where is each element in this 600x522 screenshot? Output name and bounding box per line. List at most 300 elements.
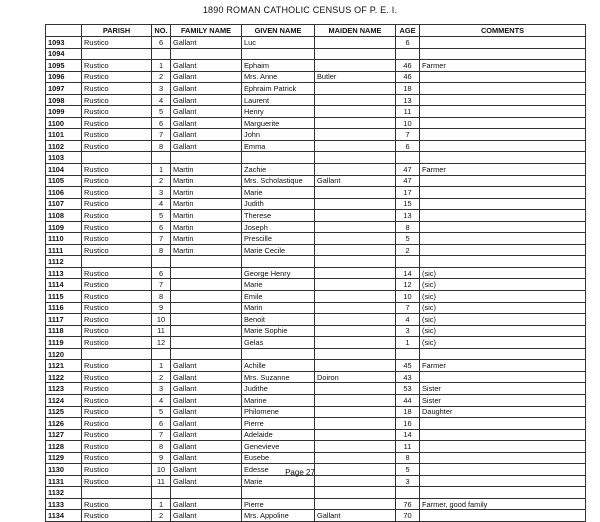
cell-family-name bbox=[171, 337, 242, 349]
cell-age bbox=[396, 348, 420, 360]
cell-given-name: Marie bbox=[242, 187, 315, 199]
cell-given-name: Marguerite bbox=[242, 117, 315, 129]
cell-family-name: Martin bbox=[171, 244, 242, 256]
cell-parish: Rustico bbox=[82, 452, 152, 464]
cell-given-name: Marie Cecile bbox=[242, 244, 315, 256]
cell-age: 76 bbox=[396, 498, 420, 510]
cell-family-name bbox=[171, 256, 242, 268]
cell-given-name: Marie bbox=[242, 279, 315, 291]
cell-no: 2 bbox=[152, 175, 171, 187]
table-row bbox=[46, 475, 586, 487]
cell-age: 44 bbox=[396, 394, 420, 406]
cell-given-name: Henry bbox=[242, 106, 315, 118]
cell-family-name bbox=[171, 302, 242, 314]
cell-age: 5 bbox=[396, 464, 420, 476]
cell-parish: Rustico bbox=[82, 314, 152, 326]
cell-comments bbox=[420, 487, 586, 499]
cell-given-name bbox=[242, 152, 315, 164]
cell-family-name: Martin bbox=[171, 233, 242, 245]
cell-maiden-name bbox=[315, 48, 396, 60]
cell-maiden-name: Doiron bbox=[315, 371, 396, 383]
cell-age bbox=[396, 152, 420, 164]
cell-no: 2 bbox=[152, 371, 171, 383]
cell-age: 47 bbox=[396, 164, 420, 176]
cell-given-name bbox=[242, 487, 315, 499]
cell-no: 7 bbox=[152, 279, 171, 291]
cell-entry-number: 1111 bbox=[46, 244, 82, 256]
cell-given-name: Pierre bbox=[242, 418, 315, 430]
cell-no: 10 bbox=[152, 314, 171, 326]
cell-family-name: Gallant bbox=[171, 83, 242, 95]
cell-maiden-name bbox=[315, 475, 396, 487]
cell-comments: (sic) bbox=[420, 325, 586, 337]
table-row bbox=[46, 383, 586, 395]
cell-maiden-name bbox=[315, 221, 396, 233]
cell-comments bbox=[420, 244, 586, 256]
cell-parish: Rustico bbox=[82, 198, 152, 210]
cell-maiden-name bbox=[315, 394, 396, 406]
cell-parish: Rustico bbox=[82, 71, 152, 83]
cell-age: 15 bbox=[396, 198, 420, 210]
cell-given-name bbox=[242, 256, 315, 268]
cell-maiden-name bbox=[315, 106, 396, 118]
cell-maiden-name bbox=[315, 314, 396, 326]
cell-no: 7 bbox=[152, 233, 171, 245]
cell-entry-number: 1128 bbox=[46, 441, 82, 453]
cell-comments: (sic) bbox=[420, 302, 586, 314]
cell-comments bbox=[420, 140, 586, 152]
cell-parish: Rustico bbox=[82, 83, 152, 95]
cell-age: 47 bbox=[396, 175, 420, 187]
table-row bbox=[46, 221, 586, 233]
cell-entry-number: 1132 bbox=[46, 487, 82, 499]
cell-entry-number: 1104 bbox=[46, 164, 82, 176]
cell-given-name: Edesse bbox=[242, 464, 315, 476]
cell-comments: (sic) bbox=[420, 267, 586, 279]
cell-comments bbox=[420, 152, 586, 164]
table-row bbox=[46, 198, 586, 210]
cell-maiden-name bbox=[315, 441, 396, 453]
cell-entry-number: 1112 bbox=[46, 256, 82, 268]
cell-no: 11 bbox=[152, 325, 171, 337]
cell-entry-number: 1105 bbox=[46, 175, 82, 187]
cell-family-name: Martin bbox=[171, 175, 242, 187]
cell-maiden-name bbox=[315, 291, 396, 303]
cell-maiden-name bbox=[315, 348, 396, 360]
table-row bbox=[46, 406, 586, 418]
cell-maiden-name bbox=[315, 140, 396, 152]
cell-given-name: Joseph bbox=[242, 221, 315, 233]
table-row bbox=[46, 244, 586, 256]
cell-family-name: Gallant bbox=[171, 394, 242, 406]
cell-given-name: George Henry bbox=[242, 267, 315, 279]
cell-entry-number: 1115 bbox=[46, 291, 82, 303]
cell-maiden-name bbox=[315, 164, 396, 176]
cell-maiden-name bbox=[315, 279, 396, 291]
cell-family-name bbox=[171, 267, 242, 279]
cell-no: 4 bbox=[152, 198, 171, 210]
cell-comments: Farmer bbox=[420, 164, 586, 176]
table-row bbox=[46, 71, 586, 83]
cell-comments bbox=[420, 475, 586, 487]
cell-entry-number: 1100 bbox=[46, 117, 82, 129]
cell-age: 53 bbox=[396, 383, 420, 395]
cell-family-name: Martin bbox=[171, 210, 242, 222]
cell-entry-number: 1121 bbox=[46, 360, 82, 372]
cell-given-name: Emile bbox=[242, 291, 315, 303]
cell-age: 13 bbox=[396, 210, 420, 222]
cell-comments bbox=[420, 233, 586, 245]
cell-entry-number: 1124 bbox=[46, 394, 82, 406]
cell-comments bbox=[420, 221, 586, 233]
cell-no: 1 bbox=[152, 360, 171, 372]
cell-no: 6 bbox=[152, 37, 171, 49]
cell-maiden-name bbox=[315, 256, 396, 268]
cell-entry-number: 1120 bbox=[46, 348, 82, 360]
cell-given-name: Achille bbox=[242, 360, 315, 372]
table-row bbox=[46, 291, 586, 303]
cell-parish: Rustico bbox=[82, 279, 152, 291]
cell-family-name: Martin bbox=[171, 221, 242, 233]
cell-given-name: Adelaide bbox=[242, 429, 315, 441]
table-row bbox=[46, 325, 586, 337]
table-row bbox=[46, 267, 586, 279]
col-header-comments: COMMENTS bbox=[420, 25, 586, 37]
table-row bbox=[46, 441, 586, 453]
cell-comments: (sic) bbox=[420, 279, 586, 291]
cell-no: 10 bbox=[152, 464, 171, 476]
table-row bbox=[46, 233, 586, 245]
cell-no: 6 bbox=[152, 117, 171, 129]
cell-parish bbox=[82, 256, 152, 268]
page-number: Page 27 bbox=[285, 468, 315, 477]
cell-entry-number: 1122 bbox=[46, 371, 82, 383]
cell-entry-number: 1109 bbox=[46, 221, 82, 233]
cell-maiden-name: Gallant bbox=[315, 175, 396, 187]
cell-no: 12 bbox=[152, 337, 171, 349]
cell-comments bbox=[420, 429, 586, 441]
cell-entry-number: 1110 bbox=[46, 233, 82, 245]
cell-entry-number: 1107 bbox=[46, 198, 82, 210]
cell-entry-number: 1123 bbox=[46, 383, 82, 395]
cell-no: 7 bbox=[152, 429, 171, 441]
cell-given-name: Philomene bbox=[242, 406, 315, 418]
cell-parish: Rustico bbox=[82, 406, 152, 418]
cell-no bbox=[152, 487, 171, 499]
cell-comments: (sic) bbox=[420, 337, 586, 349]
cell-age: 8 bbox=[396, 452, 420, 464]
header-row bbox=[46, 25, 586, 37]
table-row bbox=[46, 394, 586, 406]
table-row bbox=[46, 429, 586, 441]
cell-age: 17 bbox=[396, 187, 420, 199]
table-row bbox=[46, 129, 586, 141]
cell-parish: Rustico bbox=[82, 498, 152, 510]
cell-comments bbox=[420, 210, 586, 222]
cell-family-name: Gallant bbox=[171, 418, 242, 430]
cell-entry-number: 1108 bbox=[46, 210, 82, 222]
cell-maiden-name bbox=[315, 452, 396, 464]
cell-no: 3 bbox=[152, 383, 171, 395]
cell-comments bbox=[420, 371, 586, 383]
cell-comments: Farmer bbox=[420, 360, 586, 372]
cell-comments bbox=[420, 198, 586, 210]
cell-comments bbox=[420, 37, 586, 49]
cell-comments bbox=[420, 175, 586, 187]
cell-age: 3 bbox=[396, 325, 420, 337]
cell-no: 5 bbox=[152, 210, 171, 222]
cell-given-name: John bbox=[242, 129, 315, 141]
cell-maiden-name bbox=[315, 325, 396, 337]
cell-maiden-name bbox=[315, 267, 396, 279]
cell-age: 18 bbox=[396, 406, 420, 418]
cell-maiden-name bbox=[315, 152, 396, 164]
cell-entry-number: 1106 bbox=[46, 187, 82, 199]
cell-age: 4 bbox=[396, 314, 420, 326]
cell-parish: Rustico bbox=[82, 371, 152, 383]
cell-age: 18 bbox=[396, 83, 420, 95]
cell-age: 3 bbox=[396, 475, 420, 487]
cell-parish: Rustico bbox=[82, 291, 152, 303]
cell-age: 14 bbox=[396, 429, 420, 441]
cell-parish bbox=[82, 48, 152, 60]
cell-parish: Rustico bbox=[82, 233, 152, 245]
cell-comments bbox=[420, 94, 586, 106]
cell-no: 3 bbox=[152, 187, 171, 199]
cell-age: 5 bbox=[396, 233, 420, 245]
cell-comments bbox=[420, 441, 586, 453]
cell-no bbox=[152, 152, 171, 164]
cell-parish bbox=[82, 487, 152, 499]
cell-entry-number: 1093 bbox=[46, 37, 82, 49]
cell-family-name: Gallant bbox=[171, 441, 242, 453]
cell-maiden-name bbox=[315, 83, 396, 95]
cell-age: 43 bbox=[396, 371, 420, 383]
cell-parish: Rustico bbox=[82, 244, 152, 256]
cell-parish: Rustico bbox=[82, 510, 152, 522]
cell-age bbox=[396, 48, 420, 60]
cell-given-name: Benoit bbox=[242, 314, 315, 326]
cell-comments: Daughter bbox=[420, 406, 586, 418]
cell-maiden-name bbox=[315, 117, 396, 129]
cell-family-name: Gallant bbox=[171, 129, 242, 141]
table-row bbox=[46, 164, 586, 176]
cell-age: 46 bbox=[396, 71, 420, 83]
table-row bbox=[46, 418, 586, 430]
cell-parish: Rustico bbox=[82, 394, 152, 406]
table-row bbox=[46, 152, 586, 164]
cell-maiden-name bbox=[315, 244, 396, 256]
cell-parish: Rustico bbox=[82, 106, 152, 118]
cell-maiden-name bbox=[315, 418, 396, 430]
cell-no: 6 bbox=[152, 267, 171, 279]
cell-comments: Sister bbox=[420, 383, 586, 395]
table-row bbox=[46, 510, 586, 522]
cell-comments bbox=[420, 256, 586, 268]
cell-age: 45 bbox=[396, 360, 420, 372]
cell-maiden-name bbox=[315, 129, 396, 141]
cell-age: 7 bbox=[396, 129, 420, 141]
cell-parish: Rustico bbox=[82, 325, 152, 337]
cell-maiden-name: Butler bbox=[315, 71, 396, 83]
cell-entry-number: 1099 bbox=[46, 106, 82, 118]
cell-family-name bbox=[171, 314, 242, 326]
cell-entry-number: 1133 bbox=[46, 498, 82, 510]
cell-no: 11 bbox=[152, 475, 171, 487]
cell-entry-number: 1114 bbox=[46, 279, 82, 291]
cell-age: 11 bbox=[396, 106, 420, 118]
cell-no: 4 bbox=[152, 94, 171, 106]
table-row bbox=[46, 210, 586, 222]
cell-no: 3 bbox=[152, 83, 171, 95]
cell-family-name: Gallant bbox=[171, 140, 242, 152]
cell-maiden-name bbox=[315, 487, 396, 499]
cell-entry-number: 1125 bbox=[46, 406, 82, 418]
cell-comments: Farmer bbox=[420, 60, 586, 72]
col-header-age: AGE bbox=[396, 25, 420, 37]
cell-maiden-name bbox=[315, 233, 396, 245]
cell-maiden-name bbox=[315, 94, 396, 106]
table-row bbox=[46, 498, 586, 510]
table-row bbox=[46, 371, 586, 383]
cell-age: 46 bbox=[396, 60, 420, 72]
cell-maiden-name bbox=[315, 187, 396, 199]
table-body bbox=[46, 37, 586, 522]
cell-given-name: Emma bbox=[242, 140, 315, 152]
cell-family-name: Gallant bbox=[171, 60, 242, 72]
cell-family-name: Gallant bbox=[171, 117, 242, 129]
cell-entry-number: 1097 bbox=[46, 83, 82, 95]
col-header-parish: PARISH bbox=[82, 25, 152, 37]
table-row bbox=[46, 314, 586, 326]
cell-parish: Rustico bbox=[82, 187, 152, 199]
cell-given-name: Therese bbox=[242, 210, 315, 222]
cell-comments bbox=[420, 452, 586, 464]
cell-family-name: Gallant bbox=[171, 510, 242, 522]
cell-age bbox=[396, 487, 420, 499]
cell-given-name: Genevieve bbox=[242, 441, 315, 453]
table-row bbox=[46, 360, 586, 372]
cell-given-name: Marin bbox=[242, 302, 315, 314]
cell-given-name: Judith bbox=[242, 198, 315, 210]
cell-comments bbox=[420, 348, 586, 360]
cell-entry-number: 1119 bbox=[46, 337, 82, 349]
cell-parish: Rustico bbox=[82, 429, 152, 441]
cell-parish bbox=[82, 348, 152, 360]
cell-given-name: Marine bbox=[242, 394, 315, 406]
cell-given-name: Mrs. Anne bbox=[242, 71, 315, 83]
cell-entry-number: 1095 bbox=[46, 60, 82, 72]
table-row bbox=[46, 187, 586, 199]
cell-family-name: Gallant bbox=[171, 71, 242, 83]
cell-given-name: Mrs. Scholastique bbox=[242, 175, 315, 187]
cell-entry-number: 1134 bbox=[46, 510, 82, 522]
cell-age bbox=[396, 256, 420, 268]
cell-maiden-name: Gallant bbox=[315, 510, 396, 522]
cell-no: 8 bbox=[152, 441, 171, 453]
cell-family-name: Martin bbox=[171, 164, 242, 176]
cell-comments bbox=[420, 187, 586, 199]
cell-parish: Rustico bbox=[82, 418, 152, 430]
table-row bbox=[46, 175, 586, 187]
cell-given-name bbox=[242, 348, 315, 360]
census-table bbox=[45, 24, 586, 522]
cell-entry-number: 1113 bbox=[46, 267, 82, 279]
cell-parish: Rustico bbox=[82, 360, 152, 372]
cell-parish: Rustico bbox=[82, 221, 152, 233]
table-row bbox=[46, 60, 586, 72]
cell-no: 1 bbox=[152, 60, 171, 72]
cell-parish: Rustico bbox=[82, 60, 152, 72]
cell-given-name: Marie Sophie bbox=[242, 325, 315, 337]
col-header-family-name: FAMILY NAME bbox=[171, 25, 242, 37]
cell-family-name: Gallant bbox=[171, 464, 242, 476]
cell-no bbox=[152, 256, 171, 268]
cell-no: 6 bbox=[152, 418, 171, 430]
cell-family-name bbox=[171, 325, 242, 337]
cell-age: 6 bbox=[396, 37, 420, 49]
cell-parish: Rustico bbox=[82, 129, 152, 141]
cell-no: 8 bbox=[152, 244, 171, 256]
cell-given-name: Zachie bbox=[242, 164, 315, 176]
cell-comments: (sic) bbox=[420, 314, 586, 326]
cell-parish: Rustico bbox=[82, 94, 152, 106]
cell-no: 9 bbox=[152, 302, 171, 314]
cell-no: 5 bbox=[152, 406, 171, 418]
cell-comments bbox=[420, 106, 586, 118]
cell-family-name bbox=[171, 348, 242, 360]
table-row bbox=[46, 117, 586, 129]
cell-age: 1 bbox=[396, 337, 420, 349]
table-row bbox=[46, 337, 586, 349]
table-row bbox=[46, 140, 586, 152]
cell-entry-number: 1116 bbox=[46, 302, 82, 314]
table-row bbox=[46, 348, 586, 360]
cell-entry-number: 1103 bbox=[46, 152, 82, 164]
cell-parish: Rustico bbox=[82, 117, 152, 129]
cell-age: 10 bbox=[396, 291, 420, 303]
cell-age: 6 bbox=[396, 140, 420, 152]
table-row bbox=[46, 106, 586, 118]
cell-maiden-name bbox=[315, 406, 396, 418]
cell-given-name: Laurent bbox=[242, 94, 315, 106]
cell-parish: Rustico bbox=[82, 383, 152, 395]
cell-maiden-name bbox=[315, 383, 396, 395]
cell-entry-number: 1129 bbox=[46, 452, 82, 464]
cell-age: 10 bbox=[396, 117, 420, 129]
cell-maiden-name bbox=[315, 498, 396, 510]
cell-no: 1 bbox=[152, 164, 171, 176]
cell-parish: Rustico bbox=[82, 302, 152, 314]
cell-family-name: Gallant bbox=[171, 106, 242, 118]
col-header-maiden-name: MAIDEN NAME bbox=[315, 25, 396, 37]
cell-entry-number: 1098 bbox=[46, 94, 82, 106]
cell-no: 6 bbox=[152, 221, 171, 233]
cell-given-name: Ephraim Patrick bbox=[242, 83, 315, 95]
cell-entry-number: 1131 bbox=[46, 475, 82, 487]
cell-family-name bbox=[171, 487, 242, 499]
cell-comments bbox=[420, 510, 586, 522]
cell-age: 13 bbox=[396, 94, 420, 106]
cell-entry-number: 1101 bbox=[46, 129, 82, 141]
cell-comments: Sister bbox=[420, 394, 586, 406]
cell-family-name: Gallant bbox=[171, 452, 242, 464]
cell-entry-number: 1130 bbox=[46, 464, 82, 476]
cell-given-name: Marie bbox=[242, 475, 315, 487]
cell-age: 7 bbox=[396, 302, 420, 314]
cell-age: 11 bbox=[396, 441, 420, 453]
cell-family-name: Martin bbox=[171, 198, 242, 210]
